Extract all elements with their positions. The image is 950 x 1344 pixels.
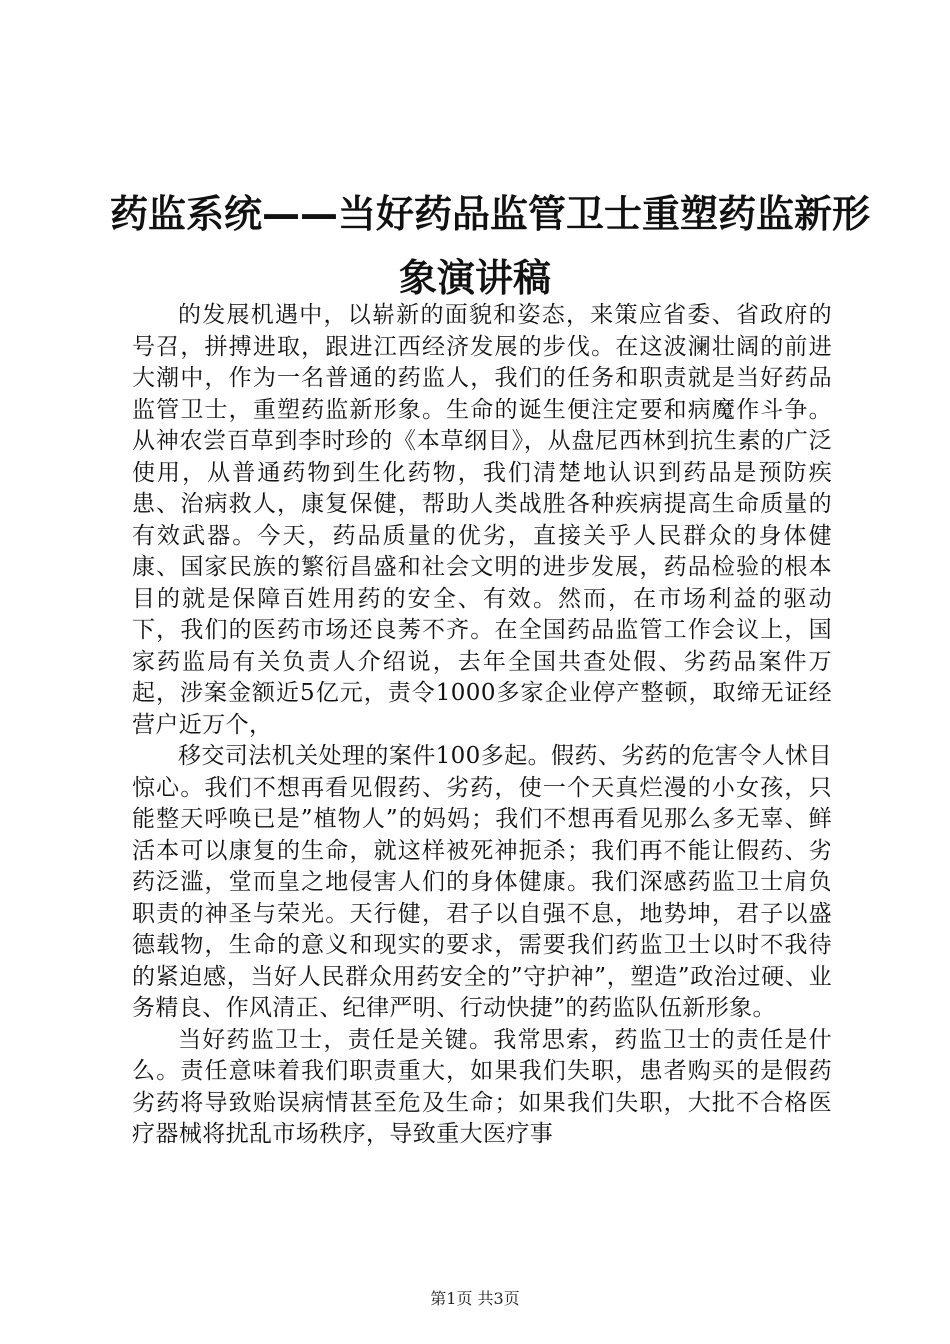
paragraph-2: 移交司法机关处理的案件100多起。假药、劣药的危害令人怵目惊心。我们不想再看见假药、劣药，使一个天真烂漫的小女孩，只能整天呼唤已是”植物人”的妈妈；我们不想再看见那么多无辜、鲜活本可以康复的生命，就这样被死神扼杀；我们再不能让假药、劣药泛滥，堂而皇之地侵害人们的身体健康。我们深感药监卫士肩负职责的神圣与荣光。天行健，君子以自强不息，地势坤，君子以盛德载物，生命的意义和现实的要求，需要我们药监卫士以时不我待的紧迫感，当好人民群众用药安全的”守护神”，塑造”政治过硬、业务精良、作风清正、纪律严明、行动快捷”的药监队伍新形象。 — [132, 743, 832, 1021]
title-line-1: 药监系统——当好药品监管卫士重塑药监新形 — [110, 192, 871, 236]
paragraph-3: 当好药监卫士，责任是关键。我常思索，药监卫士的责任是什么。责任意味着我们职责重大，如果我们失职，患者购买的是假药劣药将导致贻误病情甚至危及生命；如果我们失职，大批不合格医疗器械将扰乱市场秩序，导致重大医疗事 — [132, 1026, 832, 1147]
title-line-2: 象演讲稿 — [398, 256, 551, 300]
paragraph-1: 的发展机遇中，以崭新的面貌和姿态，来策应省委、省政府的号召，拼搏进取，跟进江西经济发展的步伐。在这波澜壮阔的前进大潮中，作为一名普通的药监人，我们的任务和职责就是当好药品监管卫士，重塑药监新形象。生命的诞生便注定要和病魔作斗争。从神农尝百草到李时珍的《本草纲目》，从盘尼西林到抗生素的广泛使用，从普通药物到生化药物，我们清楚地认识到药品是预防疾患、治病救人，康复保健，帮助人类战胜各种疾病提高生命质量的有效武器。今天，药品质量的优劣，直接关乎人民群众的身体健康、国家民族的繁衍昌盛和社会文明的进步发展，药品检验的根本目的就是保障百姓用药的安全、有效。然而，在市场利益的驱动下，我们的医药市场还良莠不齐。在全国药品监管工作会议上，国家药监局有关负责人介绍说，去年全国共查处假、劣药品案件万起，涉案金额近5亿元，责令1000多家企业停产整顿，取缔无证经营户近万个， — [132, 302, 832, 738]
document-title — [110, 182, 871, 310]
document-body — [132, 300, 832, 1151]
page-number-footer: 第1页 共3页 — [430, 1289, 520, 1308]
